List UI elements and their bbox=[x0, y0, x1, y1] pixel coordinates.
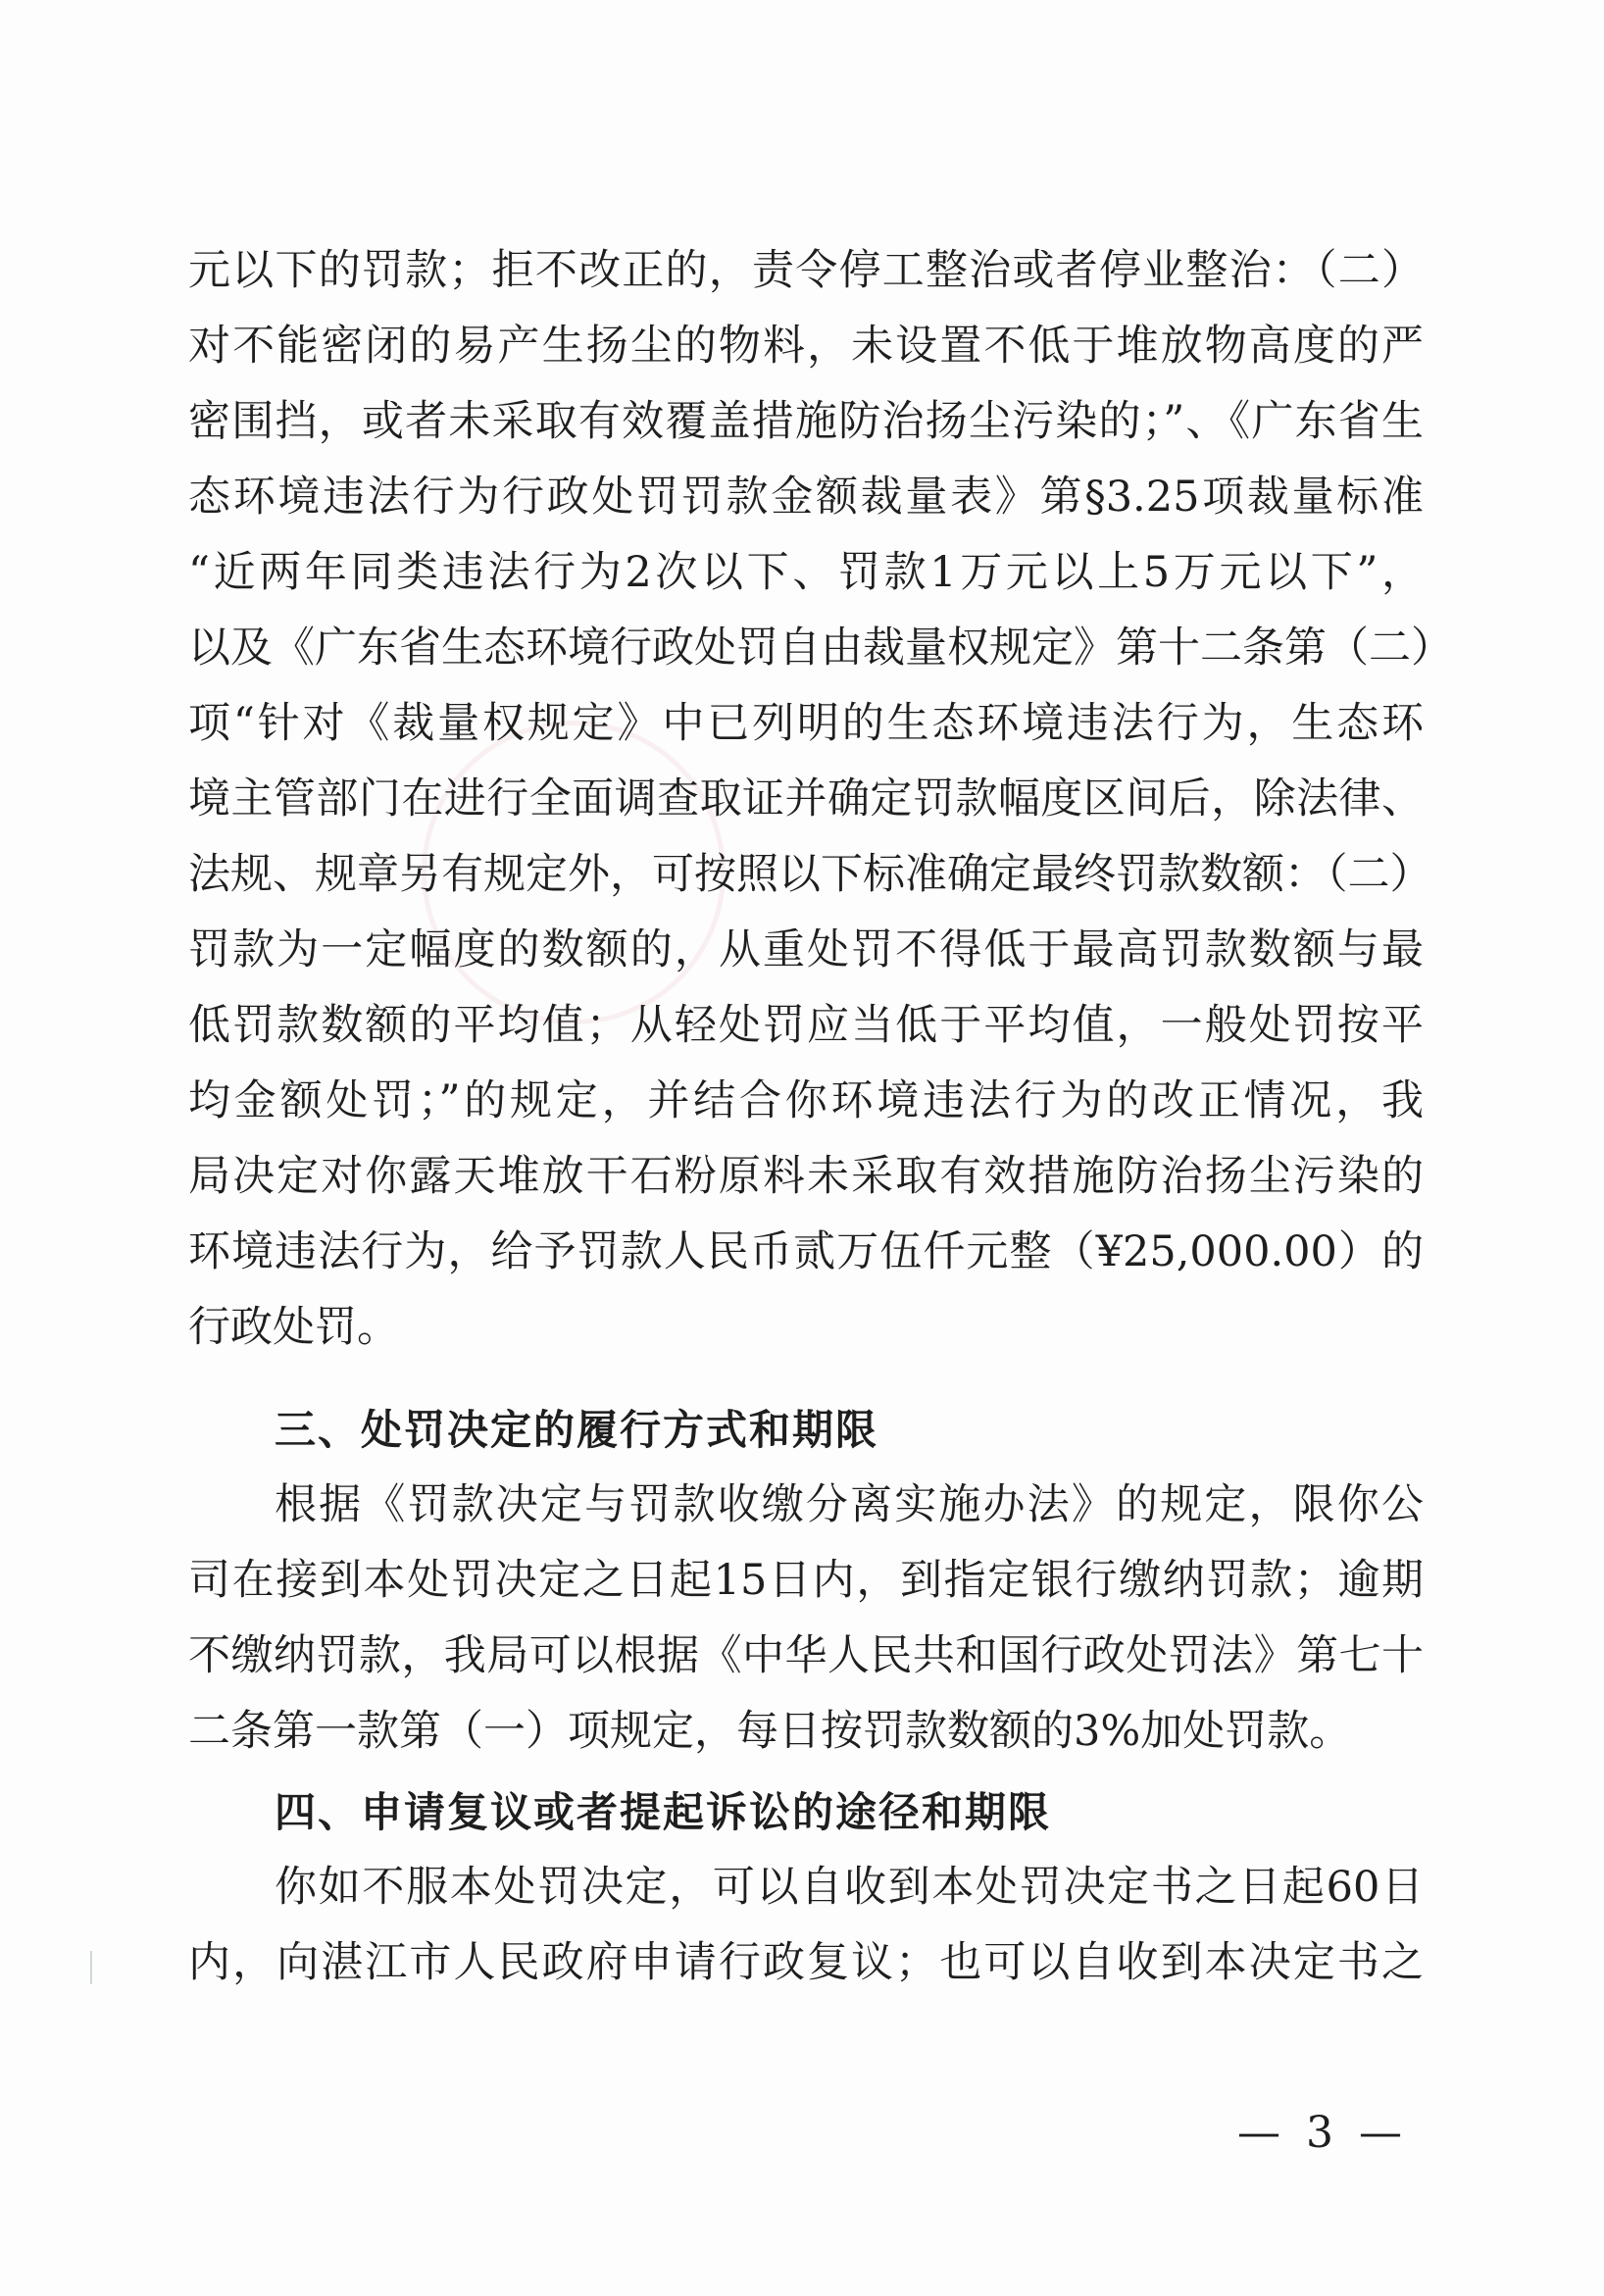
body-line: 法规、规章另有规定外，可按照以下标准确定最终罚款数额：（二） bbox=[188, 850, 1432, 899]
body-line: 项“针对《裁量权规定》中已列明的生态环境违法行为，生态环 bbox=[188, 699, 1424, 748]
body-line: 你如不服本处罚决定，可以自收到本处罚决定书之日起60日 bbox=[275, 1863, 1424, 1912]
body-line: 罚款为一定幅度的数额的，从重处罚不得低于最高罚款数额与最 bbox=[188, 925, 1424, 974]
body-line: 密围挡，或者未采取有效覆盖措施防治扬尘污染的；”、《广东省生 bbox=[188, 397, 1424, 446]
body-line: 行政处罚。 bbox=[188, 1303, 399, 1352]
body-line: 态环境违法行为行政处罚罚款金额裁量表》第§3.25项裁量标准 bbox=[188, 473, 1424, 522]
body-line: 元以下的罚款；拒不改正的，责令停工整治或者停业整治：（二） bbox=[188, 246, 1424, 295]
body-line: 司在接到本处罚决定之日起15日内，到指定银行缴纳罚款；逾期 bbox=[188, 1556, 1424, 1605]
body-line: 境主管部门在进行全面调查取证并确定罚款幅度区间后，除法律、 bbox=[188, 774, 1424, 824]
body-line: “近两年同类违法行为2次以下、罚款1万元以上5万元以下”， bbox=[188, 548, 1424, 597]
section-heading-appeal: 四、申请复议或者提起诉讼的途径和期限 bbox=[275, 1788, 1052, 1836]
body-line: 以及《广东省生态环境行政处罚自由裁量权规定》第十二条第（二） bbox=[188, 624, 1453, 673]
body-line: 不缴纳罚款，我局可以根据《中华人民共和国行政处罚法》第七十 bbox=[188, 1631, 1424, 1680]
body-line: 根据《罚款决定与罚款收缴分离实施办法》的规定，限你公 bbox=[275, 1480, 1424, 1529]
body-line: 对不能密闭的易产生扬尘的物料，未设置不低于堆放物高度的严 bbox=[188, 322, 1424, 371]
margin-mark bbox=[90, 1951, 92, 1984]
section-heading-performance: 三、处罚决定的履行方式和期限 bbox=[275, 1406, 879, 1454]
body-line: 低罚款数额的平均值；从轻处罚应当低于平均值，一般处罚按平 bbox=[188, 1001, 1424, 1050]
body-line: 局决定对你露天堆放干石粉原料未采取有效措施防治扬尘污染的 bbox=[188, 1152, 1424, 1201]
page-number: — 3 — bbox=[1237, 2108, 1408, 2158]
body-line: 内，向湛江市人民政府申请行政复议；也可以自收到本决定书之 bbox=[188, 1938, 1424, 1987]
body-line: 环境违法行为，给予罚款人民币贰万伍仟元整（¥25,000.00）的 bbox=[188, 1227, 1424, 1276]
body-line: 均金额处罚；”的规定，并结合你环境违法行为的改正情况，我 bbox=[188, 1076, 1424, 1125]
body-line: 二条第一款第（一）项规定，每日按罚款数额的3%加处罚款。 bbox=[188, 1707, 1352, 1756]
